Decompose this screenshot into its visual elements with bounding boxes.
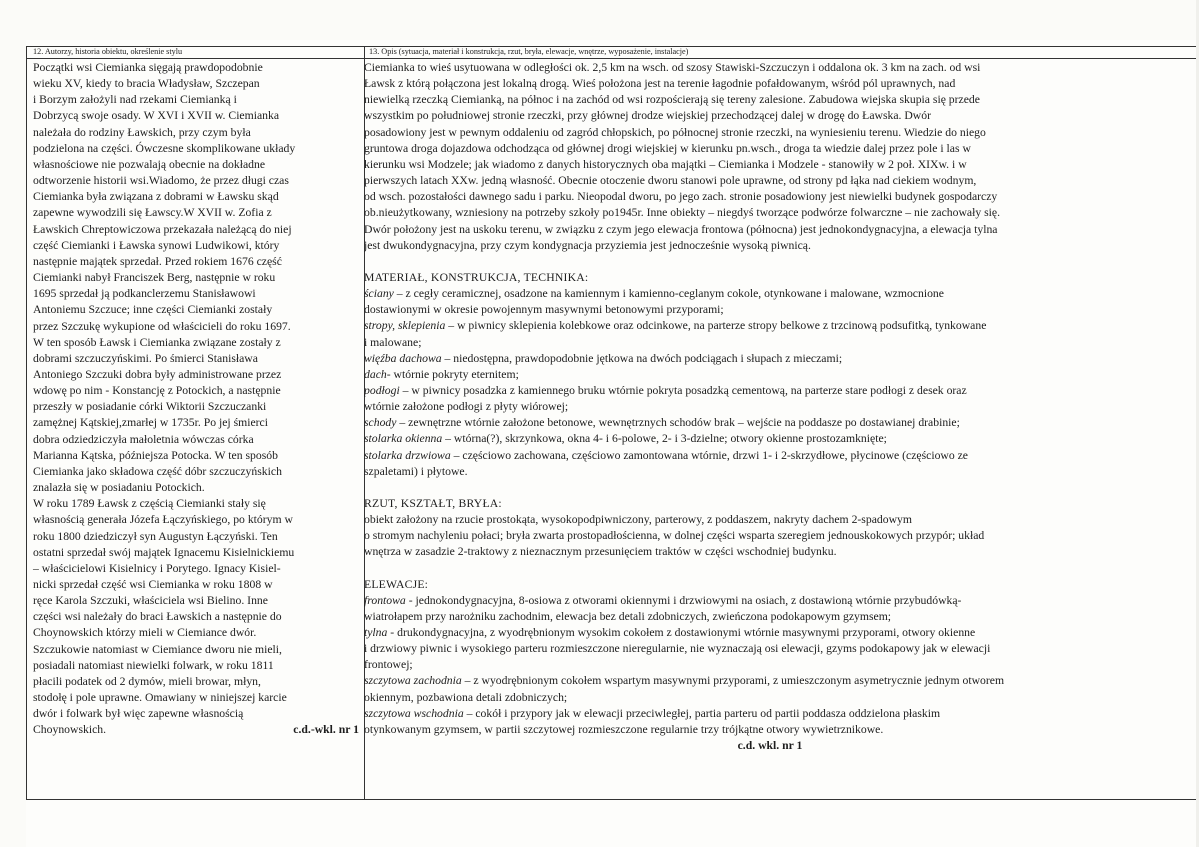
elevation-line-text: okiennym, pozbawiona detali zdobniczych;	[364, 690, 568, 704]
material-line-text: - wtórnie pokryty eternitem;	[386, 367, 519, 381]
header-rule	[26, 58, 1199, 59]
elevation-line	[364, 641, 1196, 657]
material-line-term: podłogi	[364, 383, 400, 397]
history-line: stodołę i pole uprawne. Omawiany w niniejszej karcie	[33, 691, 287, 705]
continuation-note-right: c.d. wkl. nr 1	[737, 739, 803, 753]
plan-line: o stromym nachyleniu połaci; bryła zwarta prostopadłościenna, w dolnej części wsparta szeregiem jednouskokowych przypór; układ	[364, 529, 985, 543]
description-line: niewielką rzeczką Ciemianką, na północ i na zachód od wsi rozpościerają się tereny zalesione. Zabudowa wiejska skupia się przede	[364, 93, 980, 107]
material-line-term: stolarka okienna	[364, 432, 443, 446]
history-line: nicki sprzedał część wsi Ciemianka w roku 1808 w	[33, 578, 273, 591]
material-line	[364, 302, 1196, 318]
elevation-line-term: tylna	[364, 626, 388, 639]
elevation-line	[364, 625, 1196, 641]
history-line: Ciemianka jako składowa część dóbr szczuczyńskich	[33, 464, 282, 478]
elevation-line	[364, 609, 1196, 625]
material-line-term: schody	[364, 416, 397, 430]
history-line: znalazła się w posiadaniu Potockich.	[33, 481, 205, 495]
history-line: W roku 1789 Ławsk z częścią Ciemianki stały się	[33, 497, 266, 511]
description-line: posadowiony jest w pewnym oddaleniu od zagród chłopskich, po północnej stronie rzeczki, na wyniesieniu terenu. Wiedzie do niego	[364, 125, 986, 139]
history-line: Ciemianka była związana z dobrami w Ławsku skąd	[33, 190, 279, 204]
history-line: ostatni sprzedał swój majątek Ignacemu Kisielnickiemu	[33, 545, 295, 559]
material-line-text: szpaletami) i płytowe.	[364, 464, 468, 478]
history-line: dwór i folwark był więc zapewne własnością	[33, 707, 244, 721]
material-section-title: MATERIAŁ, KONSTRUKCJA, TECHNIKA:	[364, 270, 589, 284]
material-line-text: wtórnie założone podłogi z płyty wiórowej;	[364, 400, 569, 414]
history-line: Marianna Kątska, późniejsza Potocka. W ten sposób	[33, 448, 278, 462]
elevation-line-text: – cokół i przypory jak w elewacji przeciwległej, partia parteru od partii poddasza oddzielona płaskim	[463, 706, 941, 720]
left-column-header: 12. Autorzy, historia obiektu, określenie stylu	[33, 47, 183, 56]
history-line: 1695 sprzedał ją podkanclerzemu Stanisławowi	[33, 287, 256, 301]
material-line-text: – w piwnicy sklepienia kolebkowe oraz odcinkowe, na parterze stropy belkowe z trzcinową podsufitką, tynkowane	[445, 319, 987, 333]
elevation-line-text: otynkowanym gzymsem, w partii szczytowej rozmieszczone regularnie trzy trójkątne otwory wywietrznikowe.	[364, 722, 884, 736]
history-line: posiadali natomiast niewielki folwark, w roku 1811	[33, 658, 274, 672]
history-line: ręce Karola Szczuki, właściciela wsi Bielino. Inne	[33, 594, 268, 608]
history-column	[33, 60, 359, 739]
description-line: gruntowa droga dojazdowa odchodząca od głównej drogi wiejskiej w kierunku pn.wsch., droga ta wiedzie dalej przez pole i las w	[364, 141, 971, 155]
elevation-line	[364, 722, 1196, 738]
description-line: Dwór położony jest na uskoku terenu, w związku z czym jego elewacja frontowa (północna) jest jednokondygnacyjna, a elewacja tylna	[364, 222, 998, 236]
history-line: dobra odziedziczyła małoletnia wówczas córka	[33, 432, 254, 446]
history-line: Choynowskich którzy mieli w Ciemiance dwór.	[33, 626, 257, 640]
history-line: odtworzenie historii wsi.Wiadomo, że przez długi czas	[33, 174, 289, 188]
material-line-term: stropy, sklepienia	[364, 319, 446, 333]
section-gap	[364, 480, 1196, 496]
elevation-line	[364, 706, 1196, 722]
history-line: własnościowe nie pozwalają obecnie na dokładne	[33, 157, 266, 171]
material-line	[364, 415, 1196, 431]
history-line: roku 1800 dziedziczył syn Augustyn Łączyński. Ten	[33, 529, 278, 543]
history-line: przeszły w posiadanie córki Wiktorii Szczuczanki	[33, 400, 267, 414]
elevation-line-term: szczytowa zachodnia	[364, 674, 462, 688]
material-line	[364, 286, 1196, 302]
history-line: własnością generała Józefa Łączyńskiego, po którym w	[33, 513, 293, 527]
material-line-term: stolarka drzwiowa	[364, 448, 451, 462]
material-line	[364, 383, 1196, 399]
material-line-text: – z cegły ceramicznej, osadzone na kamiennym i kamienno-ceglanym cokole, otynkowane i malowane, wzmocnione	[393, 287, 944, 301]
elevation-line-text: i drzwiowy piwnic i wysokiego parteru rozmieszczone nieregularnie, nie wyznaczają osi elewacji, gzyms podokapowy jak w elewacji	[364, 642, 991, 656]
material-line-text: – niedostępna, prawdopodobnie jętkowa na dwóch podciągach i słupach z mieczami;	[441, 351, 843, 365]
history-line: i Borzym założyli nad rzekami Ciemianką i	[33, 93, 237, 107]
material-line-text: – wtórna(?), skrzynkowa, okna 4- i 6-polowe, 2- i 3-dzielne; otwory okienne prostozamknięte;	[442, 432, 887, 446]
history-line: należała do rodziny Ławskich, przy czym była	[33, 125, 251, 139]
description-line: ob.nieużytkowany, wzniesiony na potrzeby szkoły po1945r. Inne obiekty – niegdyś tworzące podwórze folwarczne – nie zachowały się.	[364, 206, 1001, 220]
material-line-text: – zewnętrzne wtórnie założone betonowe, wewnętrznych schodów brak – wejście na poddasze po dostawianej drabinie;	[396, 416, 960, 430]
right-column-header: 13. Opis (sytuacja, materiał i konstrukcja, rzut, bryła, elewacje, wnętrze, wyposażenie, instalacje)	[369, 47, 689, 56]
description-line: Ławsk z którą połączona jest lokalną drogą. Wieś położona jest na terenie łagodnie pofałdowanym, wśród pól uprawnych, nad	[364, 77, 956, 91]
history-line: przez Szczukę wykupione od właścicieli do roku 1697.	[33, 319, 291, 333]
description-line: pierwszych latach XXw. jedną własność. Obecnie otoczenie dworu stanowi pole uprawne, od strony pd łąka nad ciekiem wodnym,	[364, 174, 977, 188]
material-line	[364, 335, 1196, 351]
plan-line: wnętrza w zasadzie 2-traktowy z nieznacznym przesunięciem traktów w części wschodniej budynku.	[364, 545, 837, 559]
description-line: jest dwukondygnacyjna, przy czym kondygnacja przyziemia jest jednocześnie wysoką piwnicą.	[364, 238, 811, 252]
elevation-line-text: wiatrołapem przy narożniku zachodnim, elewacja bez detali zdobniczych, zwieńczona podokapowym gzymsem;	[364, 609, 892, 623]
history-line: następnie majątek sprzedał. Przed rokiem 1676 część	[33, 254, 282, 268]
history-line: zapewne wywodzili się Ławscy.W XVII w. Zofia z	[33, 206, 272, 220]
history-line: Antoniemu Szczuce; inne części Ciemianki zostały	[33, 303, 273, 317]
history-last-line: Choynowskich.	[33, 723, 107, 737]
elevation-line	[364, 657, 1196, 673]
description-line: od wsch. pozostałości dawnego sadu i parku. Nieopodal dworu, po jego zach. stronie posadowiony jest niewielki budynek gospodarczy	[364, 190, 998, 204]
section-gap	[364, 561, 1196, 577]
description-column	[364, 60, 1196, 754]
history-line: Początki wsi Ciemianka sięgają prawdopodobnie	[33, 61, 263, 74]
history-line: podzielona na części. Ówczesne skomplikowane układy	[33, 141, 296, 155]
continuation-note-left: c.d.-wkl. nr 1	[293, 723, 359, 737]
section-gap	[364, 254, 1196, 270]
plan-section-title: RZUT, KSZTAŁT, BRYŁA:	[364, 496, 502, 510]
history-line: Ciemianki nabył Franciszek Berg, następnie w roku	[33, 271, 276, 285]
elevation-line	[364, 690, 1196, 706]
material-line-term: więźba dachowa	[364, 351, 442, 365]
material-line	[364, 399, 1196, 415]
history-line: Szczukowie natomiast w Ciemiance dworu nie mieli,	[33, 642, 282, 656]
material-line-term: dach	[364, 367, 387, 381]
description-line: kierunku wsi Modzele; jak wiadomo z danych historycznych oba majątki – Ciemianka i Modzele - stanowiły w 2 poł. XIXw. i w	[364, 157, 967, 171]
elevation-line-text: frontowej;	[364, 658, 413, 672]
history-line: płacili podatek od 2 dymów, mieli browar, młyn,	[33, 674, 261, 688]
material-line-text: – w piwnicy posadzka z kamiennego bruku wtórnie pokryta posadzką cementową, na parterze stare podłogi z desek oraz	[399, 383, 967, 397]
description-line: wszystkim po południowej stronie rzeczki, przy głównej drodze wiejskiej przechodzącej dalej w drogę do Ławska. Dwór	[364, 109, 931, 123]
history-line: Dobrzycą swoje osady. W XVI i XVII w. Ciemianka	[33, 109, 280, 123]
history-line: wdowę po nim - Konstancję z Potockich, a następnie	[33, 384, 281, 398]
elevations-section-title: ELEWACJE:	[364, 577, 429, 591]
material-line	[364, 464, 1196, 480]
elevation-line-text: - jednokondygnacyjna, 8-osiowa z otworami okiennymi i drzwiowymi na osiach, z dostawioną wtórnie przybudówką-	[405, 593, 962, 607]
plan-line: obiekt założony na rzucie prostokąta, wysokopodpiwniczony, parterowy, z poddaszem, nakryty dachem 2-spadowym	[364, 513, 912, 527]
history-line: dobrami szczuczyńskimi. Po śmierci Stanisława	[33, 351, 258, 365]
material-line	[364, 448, 1196, 464]
material-line-text: i malowane;	[364, 335, 422, 349]
history-line: Ławskich Chreptowiczowa przekazała należącą do niej	[33, 222, 292, 236]
material-line-term: ściany	[364, 287, 394, 301]
history-line: zamężnej Kątskiej,zmarłej w 1735r. Po jej śmierci	[33, 416, 268, 430]
elevation-line-text: – z wyodrębnionym cokołem wspartym masywnymi przyporami, z umieszczonym asymetrycznie jednym otworem	[461, 674, 1005, 688]
material-line-text: – częściowo zachowana, częściowo zamontowana wtórnie, drzwi 1- i 2-skrzydłowe, płycinowe (częściowo ze	[450, 448, 968, 462]
material-line-text: dostawionymi w okresie powojennym masywnymi betonowymi przyporami;	[364, 303, 724, 317]
history-line: części wsi należały do braci Ławskich a następnie do	[33, 610, 282, 624]
elevation-line	[364, 673, 1196, 689]
history-line: część Ciemianki i Ławska synowi Ludwikowi, który	[33, 238, 280, 252]
material-line	[364, 431, 1196, 447]
material-line	[364, 351, 1196, 367]
material-line	[364, 318, 1196, 334]
elevation-line-term: frontowa	[364, 593, 406, 607]
history-line: W ten sposób Ławsk i Ciemianka związane zostały z	[33, 335, 281, 349]
elevation-line	[364, 593, 1196, 609]
history-line: Antoniego Szczuki dobra były administrowane przez	[33, 367, 282, 381]
history-line: – właścicielowi Kisielnicy i Porytego. Ignacy Kisiel-	[33, 561, 281, 575]
history-closing-line	[33, 722, 359, 738]
description-line: Ciemianka to wieś usytuowana w odległości ok. 2,5 km na wsch. od szosy Stawiski-Szczuczyn i oddalona ok. 3 km na zach. od wsi	[364, 61, 981, 74]
history-line: wieku XV, kiedy to bracia Władysław, Szczepan	[33, 77, 260, 91]
elevation-line-text: - drukondygnacyjna, z wyodrębnionym wysokim cokołem z dostawionymi wtórnie masywnymi przyporami, otwory okienne	[387, 626, 976, 639]
elevation-line-term: szczytowa wschodnia	[364, 706, 464, 720]
material-line	[364, 367, 1196, 383]
